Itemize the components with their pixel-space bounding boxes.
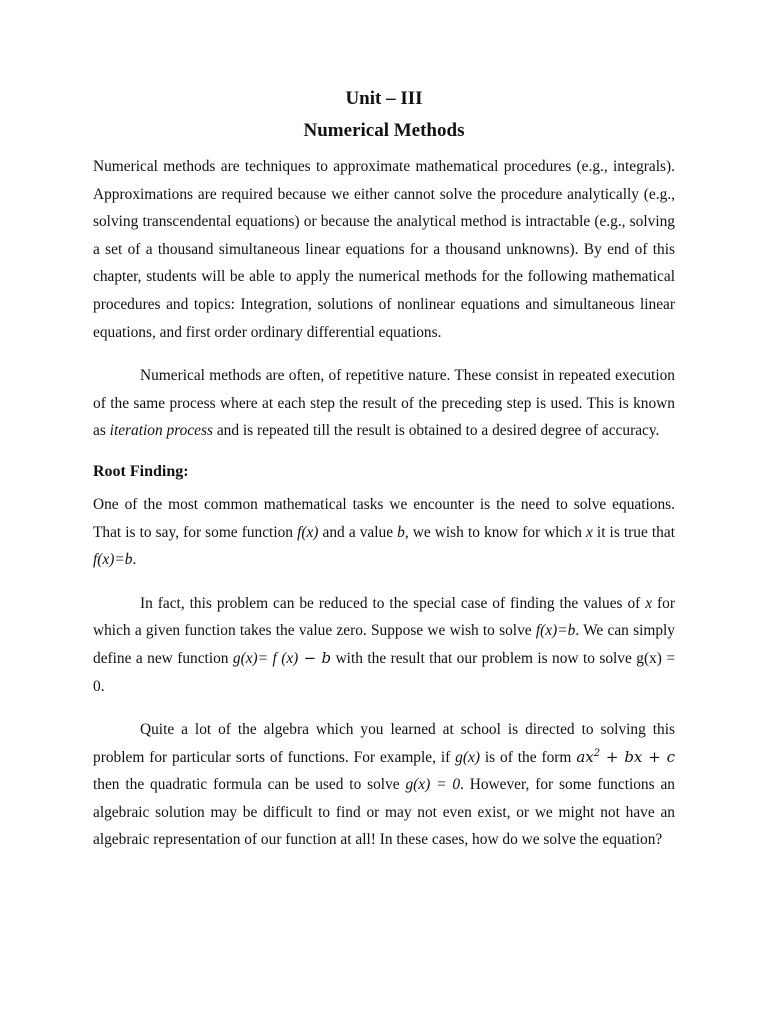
unit-heading: Unit – III (345, 88, 423, 109)
root-finding-paragraph: One of the most common mathematical tasks we encounter is the need to solve equations. That is to say, for some function f(x) and a value b, we wish to know for which x it is true that f(x)=b. (93, 495, 675, 569)
iteration-paragraph: Numerical methods are often, of repetitive nature. These consist in repeated execution of the same process where at each step the result of the preceding step is used. This is known as iteration process and is repeated till the result is obtained to a desired degree of accuracy. (93, 367, 675, 440)
root-finding-heading: Root Finding: (93, 462, 189, 480)
intro-paragraph: Numerical methods are techniques to approximate mathematical procedures (e.g., integrals). Approximations are required because we either cannot solve the procedure analytically (e.g., solving transcendental equations) or because the analytical method is intractable (e.g., solving a set of a thousand simultaneous linear equations for a thousand unknowns). By end of this chapter, students will be able to apply the numerical methods for the following mathematical procedures and topics: Integration, solutions of nonlinear equations and simultaneous linear equations, and first order ordinary differential equations. (93, 158, 675, 341)
algebra-paragraph: Quite a lot of the algebra which you learned at school is directed to solving this problem for particular sorts of functions. For example, if g(x) is of the form $ax^2$ + bx + c then the quadratic formula can be used to solve g(x) = 0. However, for some functions an algebraic solution may be difficult to find or may not even exist, or we might not have an algebraic representation of our function at all! In these cases, how do we solve the equation? (93, 721, 676, 849)
chapter-title: Numerical Methods (303, 120, 465, 141)
zero-reduction-paragraph: In fact, this problem can be reduced to the special case of finding the values of x for which a given function takes the value zero. Suppose we wish to solve f(x)=b. We can simply define a new function g(x)= f (x) − b with the result that our problem is now to solve g(x) = 0. (93, 594, 676, 695)
quadratic-expression: $ax^2$ + bx + c (576, 747, 676, 766)
iteration-process-term: iteration process (109, 422, 213, 440)
